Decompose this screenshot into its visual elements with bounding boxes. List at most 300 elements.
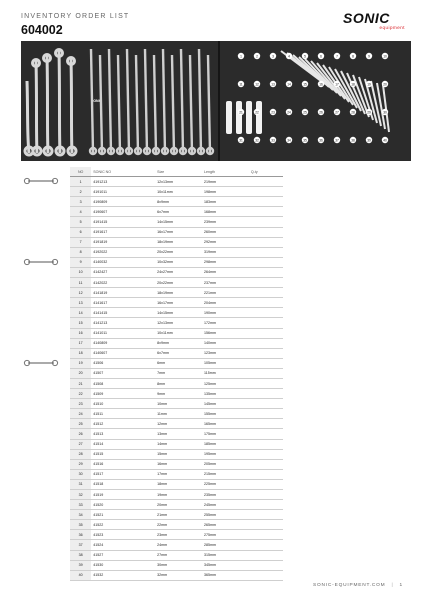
row-length: 168mm — [202, 207, 249, 217]
row-no: 27 — [70, 439, 91, 449]
page-footer — [313, 583, 403, 588]
row-size: 13mm — [155, 429, 202, 439]
row-sonic-no: 4141415 — [91, 308, 155, 318]
table-row — [21, 510, 283, 520]
row-no: 17 — [70, 338, 91, 348]
row-qty — [249, 298, 283, 308]
row-no: 11 — [70, 278, 91, 288]
row-sonic-no: 41506 — [91, 358, 155, 368]
callout-label: 29 — [367, 110, 371, 115]
row-length: 156mm — [202, 328, 249, 338]
row-no: 33 — [70, 500, 91, 510]
row-image-cell — [21, 187, 70, 197]
row-size: 8x9mm — [155, 338, 202, 348]
row-no: 8 — [70, 247, 91, 257]
row-qty — [249, 530, 283, 540]
row-no: 20 — [70, 368, 91, 378]
footer-separator: | — [391, 583, 394, 588]
callout-label: 28 — [351, 110, 355, 115]
row-image-cell — [21, 479, 70, 489]
row-sonic-no: 41520 — [91, 500, 155, 510]
row-sonic-no: 4191011 — [91, 187, 155, 197]
table-row — [21, 177, 283, 187]
row-image-cell — [21, 530, 70, 540]
row-image-cell — [21, 389, 70, 399]
row-sonic-no: 4141819 — [91, 288, 155, 298]
row-qty — [249, 177, 283, 187]
row-length: 140mm — [202, 338, 249, 348]
row-qty — [249, 368, 283, 378]
row-size: 18mm — [155, 479, 202, 489]
row-no: 19 — [70, 358, 91, 368]
row-size: 20x22mm — [155, 278, 202, 288]
row-no: 26 — [70, 429, 91, 439]
row-no: 36 — [70, 530, 91, 540]
row-sonic-no: 41518 — [91, 479, 155, 489]
row-size: 14x15mm — [155, 308, 202, 318]
row-qty — [249, 570, 283, 580]
table-row — [21, 520, 283, 530]
row-image-cell — [21, 510, 70, 520]
row-qty — [249, 338, 283, 348]
header-qty: Q-ty — [249, 167, 283, 177]
callout-label: 12 — [255, 82, 259, 87]
row-sonic-no: 4190809 — [91, 197, 155, 207]
row-no: 21 — [70, 378, 91, 388]
callout-label: 37 — [335, 138, 339, 143]
row-size: 12x13mm — [155, 318, 202, 328]
row-qty — [249, 308, 283, 318]
row-size: 18x19mm — [155, 237, 202, 247]
row-qty — [249, 318, 283, 328]
row-no: 24 — [70, 409, 91, 419]
callout-label: 36 — [319, 138, 323, 143]
row-sonic-no: 41507 — [91, 368, 155, 378]
row-no: 2 — [70, 187, 91, 197]
row-size: 10mm — [155, 399, 202, 409]
row-image-cell — [21, 247, 70, 257]
row-image-cell — [21, 469, 70, 479]
table-row — [21, 278, 283, 288]
row-no: 22 — [70, 389, 91, 399]
tool-tray-illustration — [21, 41, 411, 161]
row-size: 18x19mm — [155, 288, 202, 298]
row-sonic-no: 41514 — [91, 439, 155, 449]
callout-label: 35 — [303, 138, 307, 143]
callout-label: 18 — [351, 82, 355, 87]
row-length: 195mm — [202, 449, 249, 459]
row-length: 165mm — [202, 419, 249, 429]
row-no: 13 — [70, 298, 91, 308]
row-length: 298mm — [202, 257, 249, 267]
row-size: 30mm — [155, 560, 202, 570]
row-sonic-no: 4141011 — [91, 328, 155, 338]
row-length: 237mm — [202, 278, 249, 288]
row-image-cell — [21, 429, 70, 439]
callout-label: 22 — [255, 110, 259, 115]
row-length: 365mm — [202, 570, 249, 580]
row-qty — [249, 469, 283, 479]
row-length: 135mm — [202, 389, 249, 399]
row-size: 23mm — [155, 530, 202, 540]
brand-logo — [343, 10, 405, 32]
callout-label: 24 — [287, 110, 291, 115]
table-row — [21, 247, 283, 257]
row-size: 20x22mm — [155, 247, 202, 257]
callout-label: 39 — [367, 138, 371, 143]
row-image-cell — [21, 298, 70, 308]
row-length: 125mm — [202, 378, 249, 388]
callout-label: 14 — [287, 82, 291, 87]
row-no: 29 — [70, 459, 91, 469]
product-photo — [21, 41, 411, 161]
row-sonic-no: 4190607 — [91, 207, 155, 217]
brand-name: SONIC — [343, 10, 390, 26]
row-size: 6mm — [155, 358, 202, 368]
row-length: 172mm — [202, 318, 249, 328]
callout-label: 25 — [303, 110, 307, 115]
row-size: 10x11mm — [155, 187, 202, 197]
row-image-cell — [21, 177, 70, 187]
row-size: 14mm — [155, 439, 202, 449]
row-size: 8mm — [155, 378, 202, 388]
row-size: 15mm — [155, 449, 202, 459]
row-image-cell — [21, 278, 70, 288]
callout-label: 32 — [255, 138, 259, 143]
row-qty — [249, 267, 283, 277]
table-row — [21, 550, 283, 560]
row-qty — [249, 399, 283, 409]
row-qty — [249, 510, 283, 520]
row-qty — [249, 419, 283, 429]
callout-label: 27 — [335, 110, 339, 115]
row-qty — [249, 217, 283, 227]
row-length: 198mm — [202, 187, 249, 197]
row-sonic-no: 4191819 — [91, 237, 155, 247]
table-row — [21, 449, 283, 459]
header-sonic-no: SONIC NO — [91, 167, 155, 177]
row-size: 16x17mm — [155, 298, 202, 308]
row-qty — [249, 328, 283, 338]
callout-label: 5 — [304, 54, 306, 59]
callout-label: 10 — [383, 54, 387, 59]
row-image-cell — [21, 449, 70, 459]
table-row — [21, 308, 283, 318]
callout-label: 23 — [271, 110, 275, 115]
callout-label: 30 — [383, 110, 387, 115]
row-no: 37 — [70, 540, 91, 550]
row-image-cell — [21, 328, 70, 338]
callout-label: 33 — [271, 138, 275, 143]
table-row — [21, 237, 283, 247]
table-row — [21, 490, 283, 500]
callout-label: 3 — [272, 54, 274, 59]
row-sonic-no: 41517 — [91, 469, 155, 479]
table-row — [21, 378, 283, 388]
row-no: 35 — [70, 520, 91, 530]
row-no: 5 — [70, 217, 91, 227]
row-size: 9mm — [155, 389, 202, 399]
header-length: Length — [202, 167, 249, 177]
row-length: 225mm — [202, 479, 249, 489]
row-image-cell — [21, 439, 70, 449]
row-qty — [249, 550, 283, 560]
row-qty — [249, 449, 283, 459]
row-qty — [249, 479, 283, 489]
row-length: 105mm — [202, 358, 249, 368]
callout-label: 15 — [303, 82, 307, 87]
callout-label: 11 — [239, 82, 243, 87]
row-length: 205mm — [202, 459, 249, 469]
row-sonic-no: 41508 — [91, 378, 155, 388]
row-image-cell — [21, 540, 70, 550]
row-image-cell — [21, 207, 70, 217]
combination-spanner-icon — [23, 359, 59, 367]
row-qty — [249, 348, 283, 358]
table-header-row — [21, 167, 283, 177]
row-sonic-no: 4191617 — [91, 227, 155, 237]
row-size: 21mm — [155, 510, 202, 520]
row-length: 265mm — [202, 520, 249, 530]
row-length: 155mm — [202, 409, 249, 419]
row-length: 275mm — [202, 530, 249, 540]
row-qty — [249, 389, 283, 399]
row-size: 32mm — [155, 570, 202, 580]
row-sonic-no: 4141617 — [91, 298, 155, 308]
row-qty — [249, 247, 283, 257]
row-qty — [249, 207, 283, 217]
table-row — [21, 328, 283, 338]
callout-label: 9 — [368, 54, 370, 59]
row-image-cell — [21, 227, 70, 237]
row-sonic-no: 41524 — [91, 540, 155, 550]
row-sonic-no: 41530 — [91, 560, 155, 570]
row-length: 185mm — [202, 439, 249, 449]
row-sonic-no: 41519 — [91, 490, 155, 500]
table-row — [21, 530, 283, 540]
row-qty — [249, 520, 283, 530]
callout-label: 17 — [335, 82, 339, 87]
row-length: 292mm — [202, 237, 249, 247]
double-ring-spanner-icon — [23, 258, 59, 266]
insert-logo: SONIC — [91, 99, 103, 103]
row-sonic-no: 41512 — [91, 419, 155, 429]
row-no: 39 — [70, 560, 91, 570]
row-no: 7 — [70, 237, 91, 247]
row-size: 12mm — [155, 419, 202, 429]
row-qty — [249, 278, 283, 288]
row-size: 14x15mm — [155, 217, 202, 227]
row-qty — [249, 439, 283, 449]
row-sonic-no: 4191415 — [91, 217, 155, 227]
row-qty — [249, 237, 283, 247]
table-row — [21, 368, 283, 378]
row-size: 17mm — [155, 469, 202, 479]
row-no: 25 — [70, 419, 91, 429]
row-image-cell — [21, 409, 70, 419]
row-length: 123mm — [202, 348, 249, 358]
callout-label: 20 — [383, 82, 387, 87]
row-size: 8x9mm — [155, 197, 202, 207]
row-image-cell — [21, 419, 70, 429]
row-sonic-no: 4192022 — [91, 247, 155, 257]
row-qty — [249, 378, 283, 388]
row-size: 24mm — [155, 540, 202, 550]
row-sonic-no: 4191213 — [91, 177, 155, 187]
row-size: 11mm — [155, 409, 202, 419]
row-no: 31 — [70, 479, 91, 489]
row-sonic-no: 41510 — [91, 399, 155, 409]
table-row — [21, 288, 283, 298]
row-length: 175mm — [202, 429, 249, 439]
header-image-col — [21, 167, 70, 177]
product-code: 604002 — [21, 23, 63, 37]
row-no: 10 — [70, 267, 91, 277]
row-length: 219mm — [202, 177, 249, 187]
callout-label: 8 — [352, 54, 354, 59]
row-image-cell — [21, 237, 70, 247]
row-length: 315mm — [202, 550, 249, 560]
row-image-cell — [21, 520, 70, 530]
callout-label: 38 — [351, 138, 355, 143]
row-size: 19mm — [155, 490, 202, 500]
brand-tagline: equipment — [379, 25, 405, 30]
table-row — [21, 298, 283, 308]
row-no: 15 — [70, 318, 91, 328]
callout-label: 7 — [336, 54, 338, 59]
row-qty — [249, 490, 283, 500]
header-no: NO — [70, 167, 91, 177]
row-sonic-no: 4142427 — [91, 267, 155, 277]
row-sonic-no: 41516 — [91, 459, 155, 469]
row-image-cell — [21, 399, 70, 409]
table-row — [21, 267, 283, 277]
callout-label: 6 — [320, 54, 322, 59]
row-length: 245mm — [202, 500, 249, 510]
row-no: 34 — [70, 510, 91, 520]
row-no: 30 — [70, 469, 91, 479]
row-sonic-no: 41527 — [91, 550, 155, 560]
row-no: 23 — [70, 399, 91, 409]
table-row — [21, 500, 283, 510]
callout-label: 40 — [383, 138, 387, 143]
row-image-cell — [21, 257, 70, 267]
row-image-cell — [21, 217, 70, 227]
table-row — [21, 419, 283, 429]
row-image-cell — [21, 348, 70, 358]
callout-label: 2 — [256, 54, 258, 59]
row-image-cell — [21, 288, 70, 298]
row-sonic-no: 41515 — [91, 449, 155, 459]
callout-label: 34 — [287, 138, 291, 143]
row-sonic-no: 41523 — [91, 530, 155, 540]
row-qty — [249, 227, 283, 237]
table-row — [21, 358, 283, 368]
row-no: 28 — [70, 449, 91, 459]
row-image-cell — [21, 570, 70, 580]
table-row — [21, 570, 283, 580]
row-length: 145mm — [202, 399, 249, 409]
row-size: 16x17mm — [155, 227, 202, 237]
row-no: 12 — [70, 288, 91, 298]
table-row — [21, 207, 283, 217]
table-row — [21, 257, 283, 267]
table-row — [21, 560, 283, 570]
row-size: 16mm — [155, 459, 202, 469]
row-image-cell — [21, 318, 70, 328]
row-length: 115mm — [202, 368, 249, 378]
callout-label: 16 — [319, 82, 323, 87]
row-size: 7mm — [155, 368, 202, 378]
table-row — [21, 187, 283, 197]
row-no: 1 — [70, 177, 91, 187]
double-offset-ring-spanner-icon — [23, 177, 59, 185]
row-qty — [249, 187, 283, 197]
row-image-cell — [21, 560, 70, 570]
row-length: 215mm — [202, 469, 249, 479]
row-sonic-no: 4142022 — [91, 278, 155, 288]
row-size: 6x7mm — [155, 207, 202, 217]
row-image-cell — [21, 197, 70, 207]
row-qty — [249, 197, 283, 207]
screwdriver-slot — [236, 113, 242, 134]
row-length: 239mm — [202, 217, 249, 227]
table-row — [21, 429, 283, 439]
row-no: 38 — [70, 550, 91, 560]
row-length: 264mm — [202, 267, 249, 277]
row-length: 255mm — [202, 510, 249, 520]
row-length: 319mm — [202, 247, 249, 257]
callout-label: 26 — [319, 110, 323, 115]
table-row — [21, 469, 283, 479]
row-qty — [249, 257, 283, 267]
row-size: 27mm — [155, 550, 202, 560]
screwdriver-slot — [226, 113, 232, 134]
row-size: 20mm — [155, 500, 202, 510]
page-number: 1 — [399, 583, 403, 588]
row-length: 183mm — [202, 197, 249, 207]
row-qty — [249, 358, 283, 368]
row-no: 9 — [70, 257, 91, 267]
row-sonic-no: 4141213 — [91, 318, 155, 328]
row-sonic-no: 41509 — [91, 389, 155, 399]
row-qty — [249, 560, 283, 570]
table-row — [21, 197, 283, 207]
callout-label: 4 — [288, 54, 290, 59]
row-qty — [249, 459, 283, 469]
header-size: Size — [155, 167, 202, 177]
row-no: 14 — [70, 308, 91, 318]
row-qty — [249, 288, 283, 298]
row-qty — [249, 409, 283, 419]
table-row — [21, 459, 283, 469]
table-row — [21, 227, 283, 237]
row-sonic-no: 4140607 — [91, 348, 155, 358]
row-no: 3 — [70, 197, 91, 207]
row-image-cell — [21, 358, 70, 368]
row-image-cell — [21, 267, 70, 277]
row-size: 10x32mm — [155, 257, 202, 267]
row-no: 18 — [70, 348, 91, 358]
row-image-cell — [21, 550, 70, 560]
row-image-cell — [21, 459, 70, 469]
row-sonic-no: 41522 — [91, 520, 155, 530]
row-size: 24x27mm — [155, 267, 202, 277]
row-size: 6x7mm — [155, 348, 202, 358]
row-image-cell — [21, 338, 70, 348]
row-length: 285mm — [202, 540, 249, 550]
row-no: 16 — [70, 328, 91, 338]
